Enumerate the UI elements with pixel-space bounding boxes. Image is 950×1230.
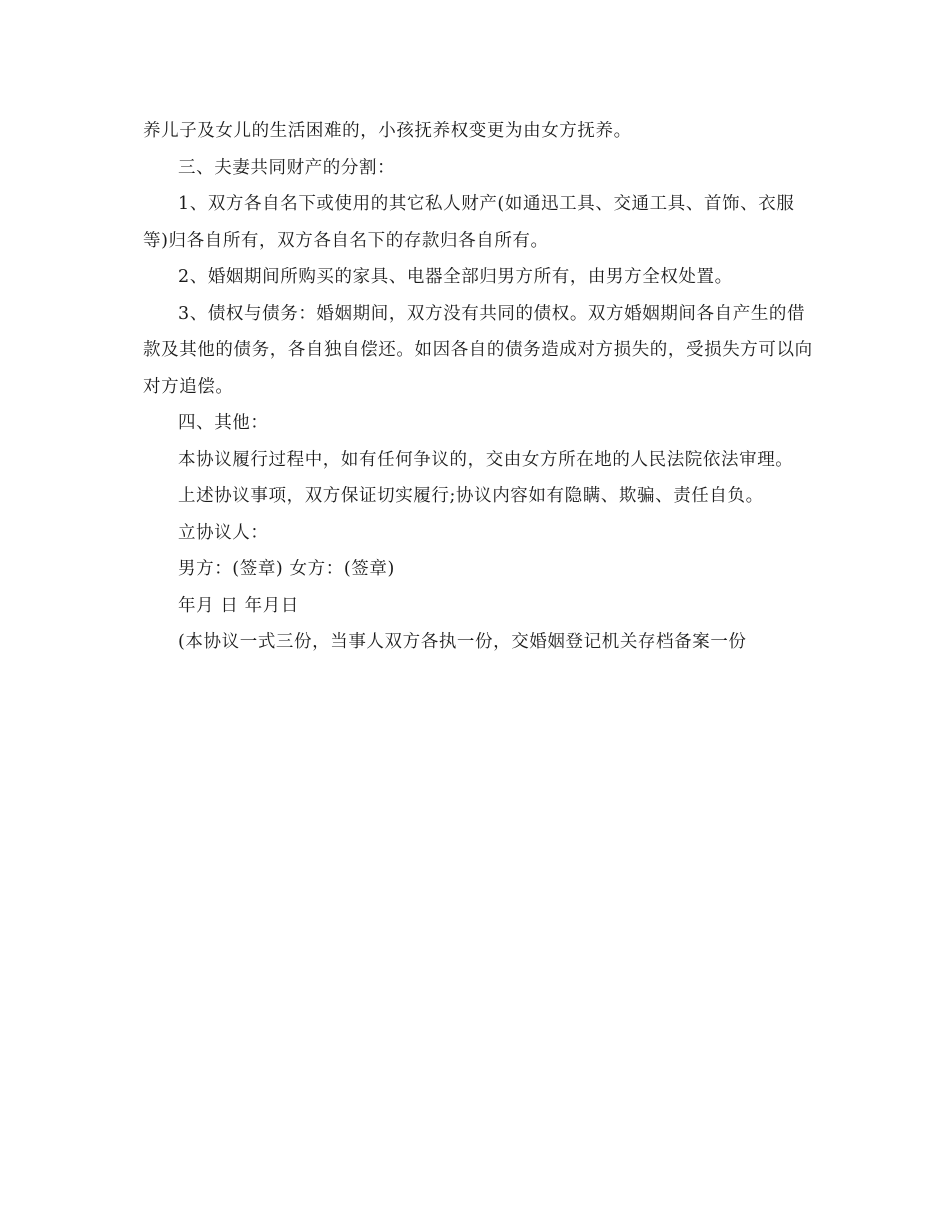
heading-other: 四、其他： (178, 413, 269, 433)
clause-furniture-appliances: 2、婚姻期间所购买的家具、电器全部归男方所有，由男方全权处置。 (178, 267, 733, 287)
clause-personal-property: 1、双方各自名下或使用的其它私人财产(如通迅工具、交通工具、首饰、衣服等)归各自所有，双方各自名下的存款归各自所有。 (143, 194, 795, 251)
clause-debts: 3、债权与债务：婚姻期间，双方没有共同的债权。双方婚姻期间各自产生的借款及其他的债务，各自独自偿还。如因各自的债务造成对方损失的，受损失方可以向对方追偿。 (143, 303, 813, 397)
clause-guarantee: 上述协议事项，双方保证切实履行;协议内容如有隐瞒、欺骗、责任自负。 (178, 486, 764, 506)
paragraph-custody-continued: 养儿子及女儿的生活困难的，小孩抚养权变更为由女方抚养。 (143, 121, 632, 141)
clause-dispute-resolution: 本协议履行过程中，如有任何争议的，交由女方所在地的人民法院依法审理。 (178, 449, 794, 470)
document-body (143, 113, 813, 661)
signature-line: 男方：(签章) 女方：(签章) (178, 559, 395, 579)
signatories-label: 立协议人： (178, 522, 269, 543)
date-line: 年月 日 年月日 (178, 595, 299, 616)
copies-note: (本协议一式三份，当事人双方各执一份，交婚姻登记机关存档备案一份 (178, 632, 747, 652)
heading-property-division: 三、夫妻共同财产的分割： (178, 157, 396, 178)
